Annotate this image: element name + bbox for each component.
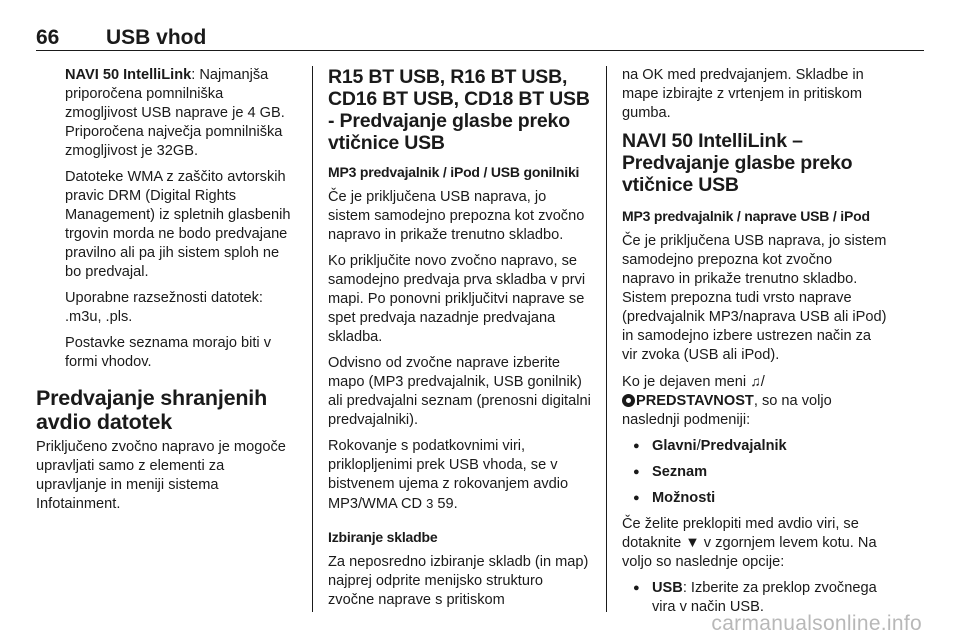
music-note-icon: ♫: [750, 373, 761, 389]
paragraph-control: Priključeno zvočno napravo je mogoče upravljati samo z elementi za upravljanje in meniji sistema Infotainment.: [36, 439, 286, 512]
paragraph-handling: Rokovanje s podatkovnimi viri, priklopljenimi prek USB vhoda, se v bistvenem ujema z rokovanjem avdio MP3/WMA CD 3 59.: [328, 438, 569, 512]
paragraph-new-device: Ko priključite novo zvočno napravo, se samodejno predvaja prva skladba v prvi mapi. Po ponovni priključitvi naprave se spet predvaja nazadnje predvajana skladba.: [328, 253, 586, 345]
paragraph-ok-continue: na OK med predvajanjem. Skladbe in mape izbirajte z vrtenjem in pritiskom gumba.: [622, 67, 864, 121]
subheading-mp3: MP3 predvajalnik / iPod / USB gonilniki: [328, 164, 580, 180]
media-icon: [622, 394, 635, 407]
column-1: [36, 66, 298, 521]
column-3: [622, 66, 888, 624]
header-divider: [36, 50, 924, 51]
page-title: USB vhod: [106, 26, 207, 49]
column-divider-1: [312, 66, 313, 612]
page-reference-icon: 3: [426, 496, 434, 511]
submenu-list: [622, 437, 888, 508]
section-heading-r15: R15 BT USB, R16 BT USB, CD16 BT USB, CD18 BT USB - Predvajanje glasbe preko vtičnice USB: [328, 66, 590, 154]
paragraph-menu: Ko je dejaven meni ♫/ PREDSTAVNOST, so na voljo naslednji podmeniji:: [622, 373, 832, 428]
paragraph-playlist: Postavke seznama morajo biti v formi vhodov.: [65, 335, 272, 370]
paragraph-auto-detect: Če je priključena USB naprava, jo sistem samodejno prepozna kot zvočno napravo in prikaže trenutno skladbo.: [328, 189, 585, 243]
paragraph-switch-source: Če želite preklopiti med avdio viri, se dotaknite ▼ v zgornjem levem kotu. Na voljo so naslednje opcije:: [622, 516, 877, 570]
page-header: [36, 0, 924, 52]
section-heading-navi50: NAVI 50 IntelliLink – Predvajanje glasbe preko vtičnice USB: [622, 130, 853, 196]
column-2: [328, 66, 592, 617]
list-item: ● Seznam: [622, 463, 888, 482]
paragraph-storage-capacity: NAVI 50 IntelliLink: Najmanjša priporočena pomnilniška zmogljivost USB naprave je 4 GB. Priporočena največja pomnilniška zmogljivost je 32GB.: [65, 67, 285, 159]
down-arrow-icon: ▼: [685, 535, 700, 551]
paragraph-drm: Datoteke WMA z zaščito avtorskih pravic DRM (Digital Rights Management) iz spletnih glasbenih trgovin morda ne bodo predvajane pravilno ali pa jih sistem sploh ne bo predvajal.: [65, 169, 291, 280]
paragraph-extensions: Uporabne razsežnosti datotek: .m3u, .pls.: [65, 290, 263, 325]
subheading-devices: MP3 predvajalnik / naprave USB / iPod: [622, 208, 870, 224]
watermark: carmanualsonline.info: [711, 612, 922, 635]
list-item: ● Možnosti: [622, 489, 888, 508]
column-divider-2: [606, 66, 607, 612]
paragraph-folder-select: Odvisno od zvočne naprave izberite mapo (MP3 predvajalnik, USB gonilnik) ali predvajalni seznam (prenosni digitalni predvajalniki).: [328, 355, 591, 428]
list-item: ● USB: Izberite za preklop zvočnega vira v način USB.: [622, 579, 888, 617]
section-heading-stored-audio: Predvajanje shranjenih avdio datotek: [36, 386, 267, 434]
paragraph-device-recognition: Če je priključena USB naprava, jo sistem samodejno prepozna kot zvočno napravo in prikaže trenutno skladbo. Sistem prepozna tudi vrsto naprave (predvajalnik MP3/naprava USB ali iPod) in samodejno izbere ustrezen način za vir zvoka (USB ali iPod).: [622, 233, 887, 363]
list-item: ● Glavni/Predvajalnik: [622, 437, 888, 456]
page-reference[interactable]: 59.: [433, 496, 458, 512]
subheading-track-select: Izbiranje skladbe: [328, 529, 438, 545]
paragraph-direct-select: Za neposredno izbiranje skladb (in map) najprej odprite menijsko strukturo zvočne naprave s pritiskom: [328, 554, 589, 608]
page-number: 66: [36, 26, 60, 49]
